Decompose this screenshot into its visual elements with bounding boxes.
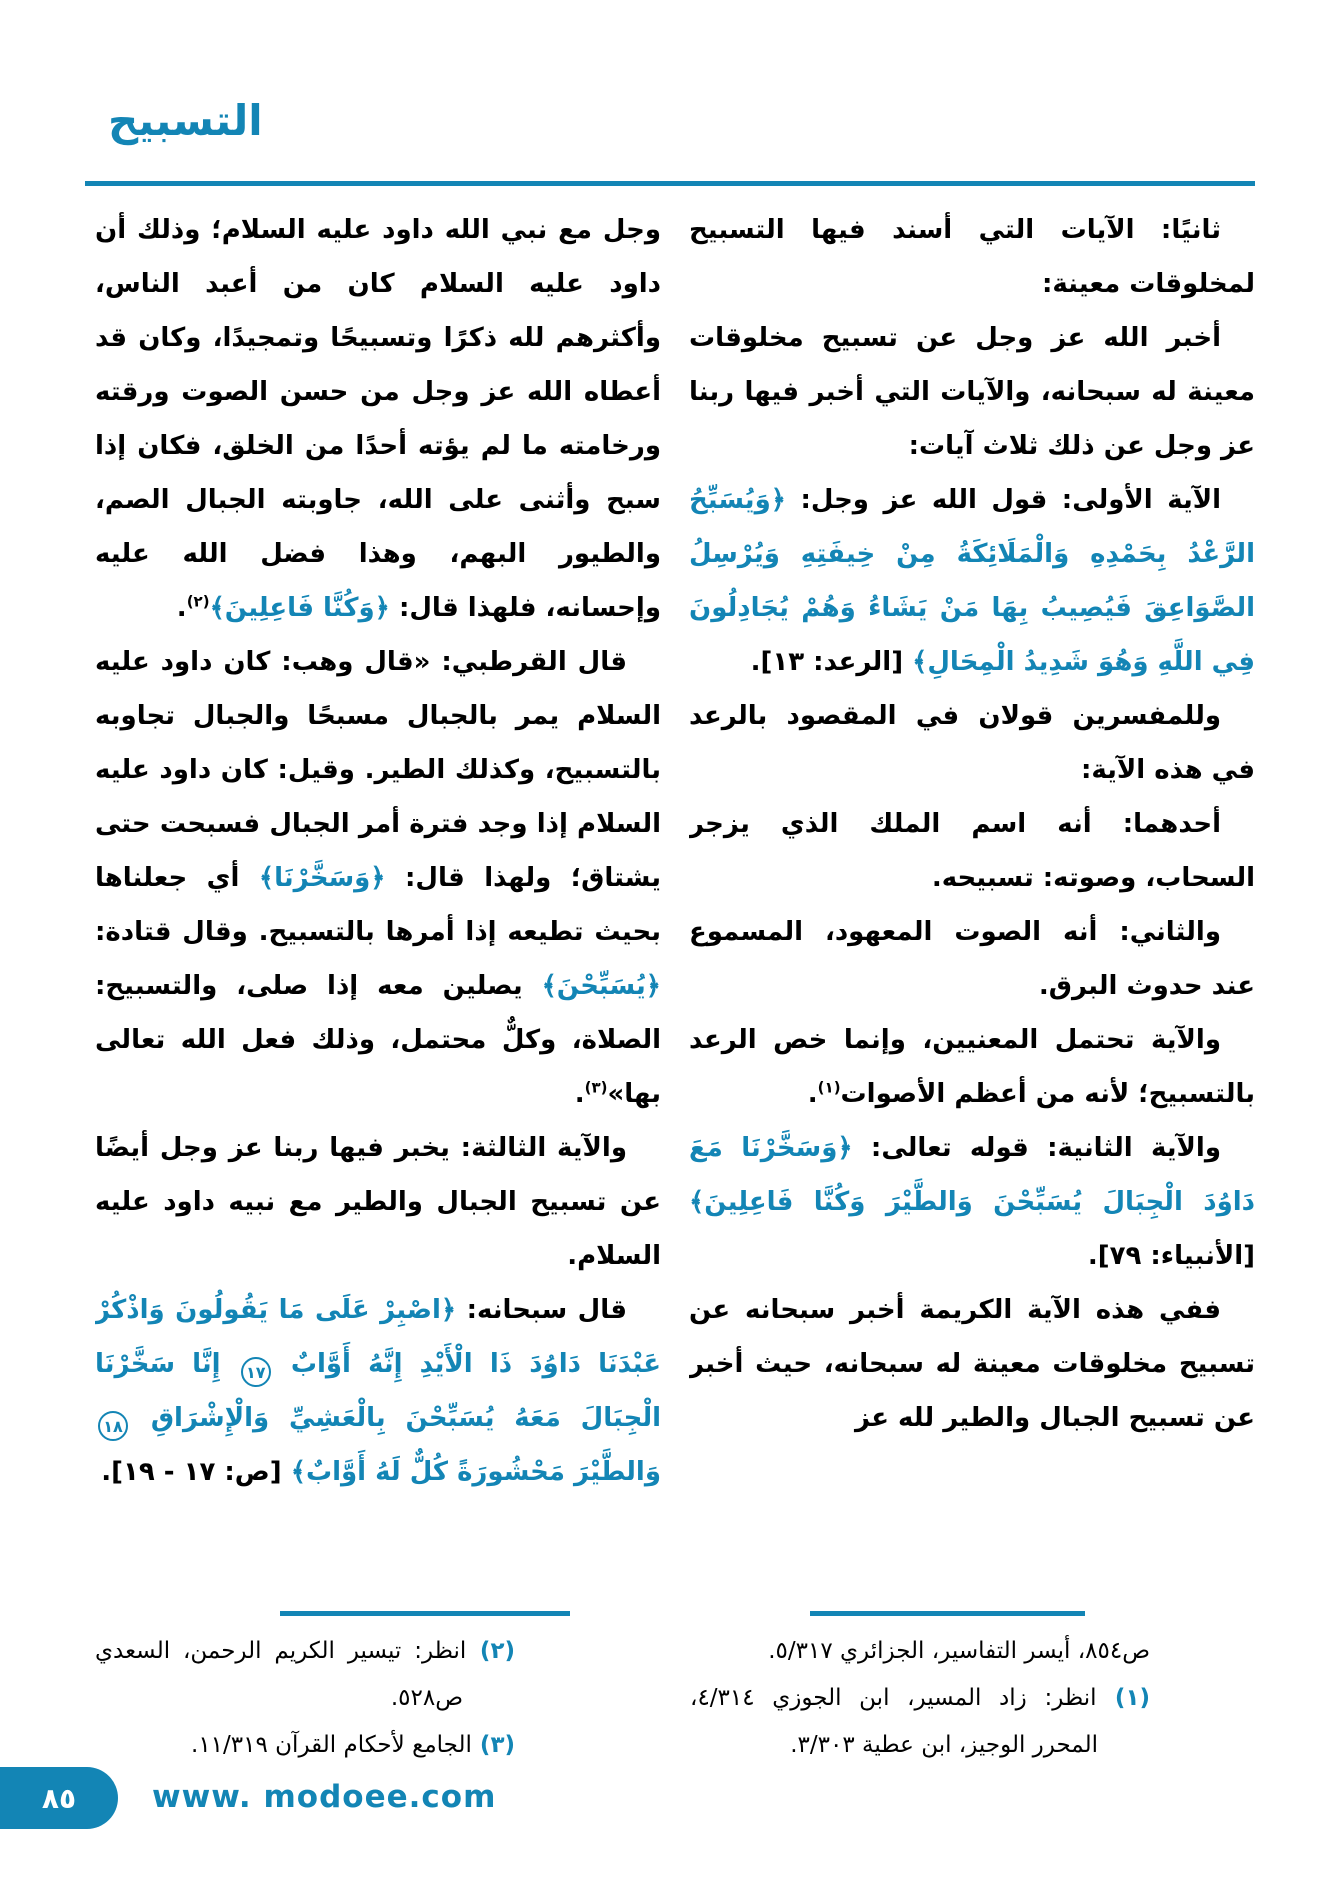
footnote-divider-right	[810, 1611, 1085, 1616]
body-text: .	[574, 1079, 585, 1109]
footnote-text: الجامع لأحكام القرآن ١١/٣١٩.	[191, 1732, 472, 1758]
body-text: .	[176, 593, 187, 623]
body-text: أحدهما: أنه اسم الملك الذي يزجر السحاب، وصوته: تسبيحه.	[689, 809, 1255, 893]
paragraph	[95, 1283, 661, 1499]
body-text: أخبر الله عز وجل عن تسبيح مخلوقات معينة له سبحانه، والآيات التي أخبر فيها ربنا عز وجل عن ذلك ثلاث آيات:	[689, 323, 1255, 461]
body-text: وجل مع نبي الله داود عليه السلام؛ وذلك أن داود عليه السلام كان من أعبد الناس، وأكثرهم لله ذكرًا وتسبيحًا وتمجيدًا، وكان قد أعطاه الله عز وجل من حسن الصوت ورقته ورخامته ما لم يؤته أحدًا من الخلق، فكان إذا سبح وأثنى على الله، جاوبته الجبال الصم، والطيور البهم، وهذا فضل الله عليه وإحسانه، فلهذا قال:	[95, 215, 661, 623]
page-number: ٨٥	[41, 1781, 77, 1815]
body-text: .	[807, 1079, 818, 1109]
quran-verse: ﴿يُسَبِّحْنَ﴾	[541, 971, 661, 1001]
footnote-marker: (١)	[1096, 1685, 1150, 1711]
paragraph	[689, 473, 1255, 689]
paragraph	[689, 1121, 1255, 1283]
footnote-text: انظر: زاد المسير، ابن الجوزي ٤/٣١٤، المحرر الوجيز، ابن عطية ٣/٣٠٣.	[690, 1685, 1098, 1758]
quran-verse: ﴿وَسَخَّرْنَا مَعَ دَاوُدَ الْجِبَالَ يُسَبِّحْنَ وَالطَّيْرَ وَكُنَّا فَاعِلِينَ﴾	[689, 1133, 1255, 1217]
footnote-ref: (٢)	[186, 592, 210, 611]
header-divider	[85, 181, 1255, 186]
quran-verse: إِنَّا سَخَّرْنَا الْجِبَالَ مَعَهُ يُسَبِّحْنَ بِالْعَشِيِّ وَالْإِشْرَاقِ	[95, 1349, 661, 1433]
footnote-marker: (٣)	[471, 1732, 515, 1758]
body-text: والآية تحتمل المعنيين، وإنما خص الرعد بالتسبيح؛ لأنه من أعظم الأصوات	[689, 1025, 1255, 1109]
footnote	[95, 1722, 515, 1769]
quran-verse: وَالطَّيْرَ مَحْشُورَةً كُلٌّ لَهُ أَوَّابٌ﴾	[290, 1457, 661, 1487]
body-text: ففي هذه الآية الكريمة أخبر سبحانه عن تسبيح مخلوقات معينة له سبحانه، حيث أخبر عن تسبيح الجبال والطير لله عز	[689, 1295, 1255, 1433]
paragraph	[689, 689, 1255, 797]
paragraph	[95, 1121, 661, 1283]
paragraph	[95, 635, 661, 1121]
body-text: ثانيًا: الآيات التي أسند فيها التسبيح لمخلوقات معينة:	[689, 215, 1255, 299]
paragraph	[689, 1283, 1255, 1445]
page-number-badge	[0, 1767, 118, 1829]
body-text: قال القرطبي: «قال وهب: كان داود عليه السلام يمر بالجبال مسبحًا والجبال تجاوبه بالتسبيح، وكذلك الطير. وقيل: كان داود عليه السلام إذا وجد فترة أمر الجبال فسبحت حتى يشتاق؛ ولهذا قال:	[95, 647, 661, 893]
paragraph	[689, 905, 1255, 1013]
footnotes-right	[690, 1628, 1150, 1769]
footnote-divider-left	[280, 1611, 570, 1616]
verse-number-medallion: ١٧	[241, 1357, 271, 1387]
body-text: والآية الثالثة: يخبر فيها ربنا عز وجل أيضًا عن تسبيح الجبال والطير مع نبيه داود عليه السلام.	[95, 1133, 661, 1271]
text-column-left	[95, 203, 661, 1599]
footnote	[95, 1628, 515, 1722]
body-text: [الرعد: ١٣].	[750, 647, 913, 677]
body-text: قال سبحانه:	[456, 1295, 627, 1325]
body-text: [الأنبياء: ٧٩].	[1087, 1241, 1255, 1271]
quran-verse: ﴿وَكُنَّا فَاعِلِينَ﴾	[209, 593, 390, 623]
body-text: والآية الثانية: قوله تعالى:	[852, 1133, 1221, 1163]
body-text: والثاني: أنه الصوت المعهود، المسموع عند حدوث البرق.	[689, 917, 1255, 1001]
quran-verse: ﴿وَيُسَبِّحُ الرَّعْدُ بِحَمْدِهِ وَالْمَلَائِكَةُ مِنْ خِيفَتِهِ وَيُرْسِلُ الصَّوَاعِقَ فَيُصِيبُ بِهَا مَنْ يَشَاءُ وَهُمْ يُجَادِلُونَ فِي اللَّهِ وَهُوَ شَدِيدُ الْمِحَالِ﴾	[689, 485, 1255, 677]
paragraph	[689, 797, 1255, 905]
footnote	[690, 1628, 1150, 1675]
quran-verse: ﴿اصْبِرْ عَلَى مَا يَقُولُونَ وَاذْكُرْ عَبْدَنَا دَاوُدَ ذَا الْأَيْدِ إِنَّهُ أَوَّابٌ	[95, 1295, 661, 1379]
text-column-right	[689, 203, 1255, 1599]
verse-number-medallion: ١٨	[98, 1411, 128, 1441]
quran-verse: ﴿وَسَخَّرْنَا﴾	[258, 863, 386, 893]
body-text: الآية الأولى: قول الله عز وجل:	[785, 485, 1221, 515]
page-header-title: التسبيح	[108, 96, 263, 145]
footnote	[690, 1675, 1150, 1769]
paragraph	[95, 203, 661, 635]
paragraph	[689, 311, 1255, 473]
website-link: www. modoee.com	[152, 1779, 497, 1815]
footnote-marker: (٢)	[466, 1638, 516, 1664]
body-text: يصلين معه إذا صلى، والتسبيح: الصلاة، وكلٌّ محتمل، وذلك فعل الله تعالى بها»	[95, 971, 661, 1109]
footnote-text: ص٨٥٤، أيسر التفاسير، الجزائري ٥/٣١٧.	[768, 1638, 1150, 1664]
body-text: أي جعلناها بحيث تطيعه إذا أمرها بالتسبيح. وقال قتادة:	[95, 863, 661, 947]
footnote-ref: (١)	[817, 1078, 841, 1097]
footnotes-left	[95, 1628, 515, 1769]
paragraph	[689, 203, 1255, 311]
footnote-text: انظر: تيسير الكريم الرحمن، السعدي ص٥٢٨.	[95, 1638, 467, 1711]
body-text: وللمفسرين قولان في المقصود بالرعد في هذه الآية:	[689, 701, 1255, 785]
body-text: [ص: ١٧ - ١٩].	[101, 1457, 291, 1487]
paragraph	[689, 1013, 1255, 1121]
footnote-ref: (٣)	[584, 1078, 608, 1097]
